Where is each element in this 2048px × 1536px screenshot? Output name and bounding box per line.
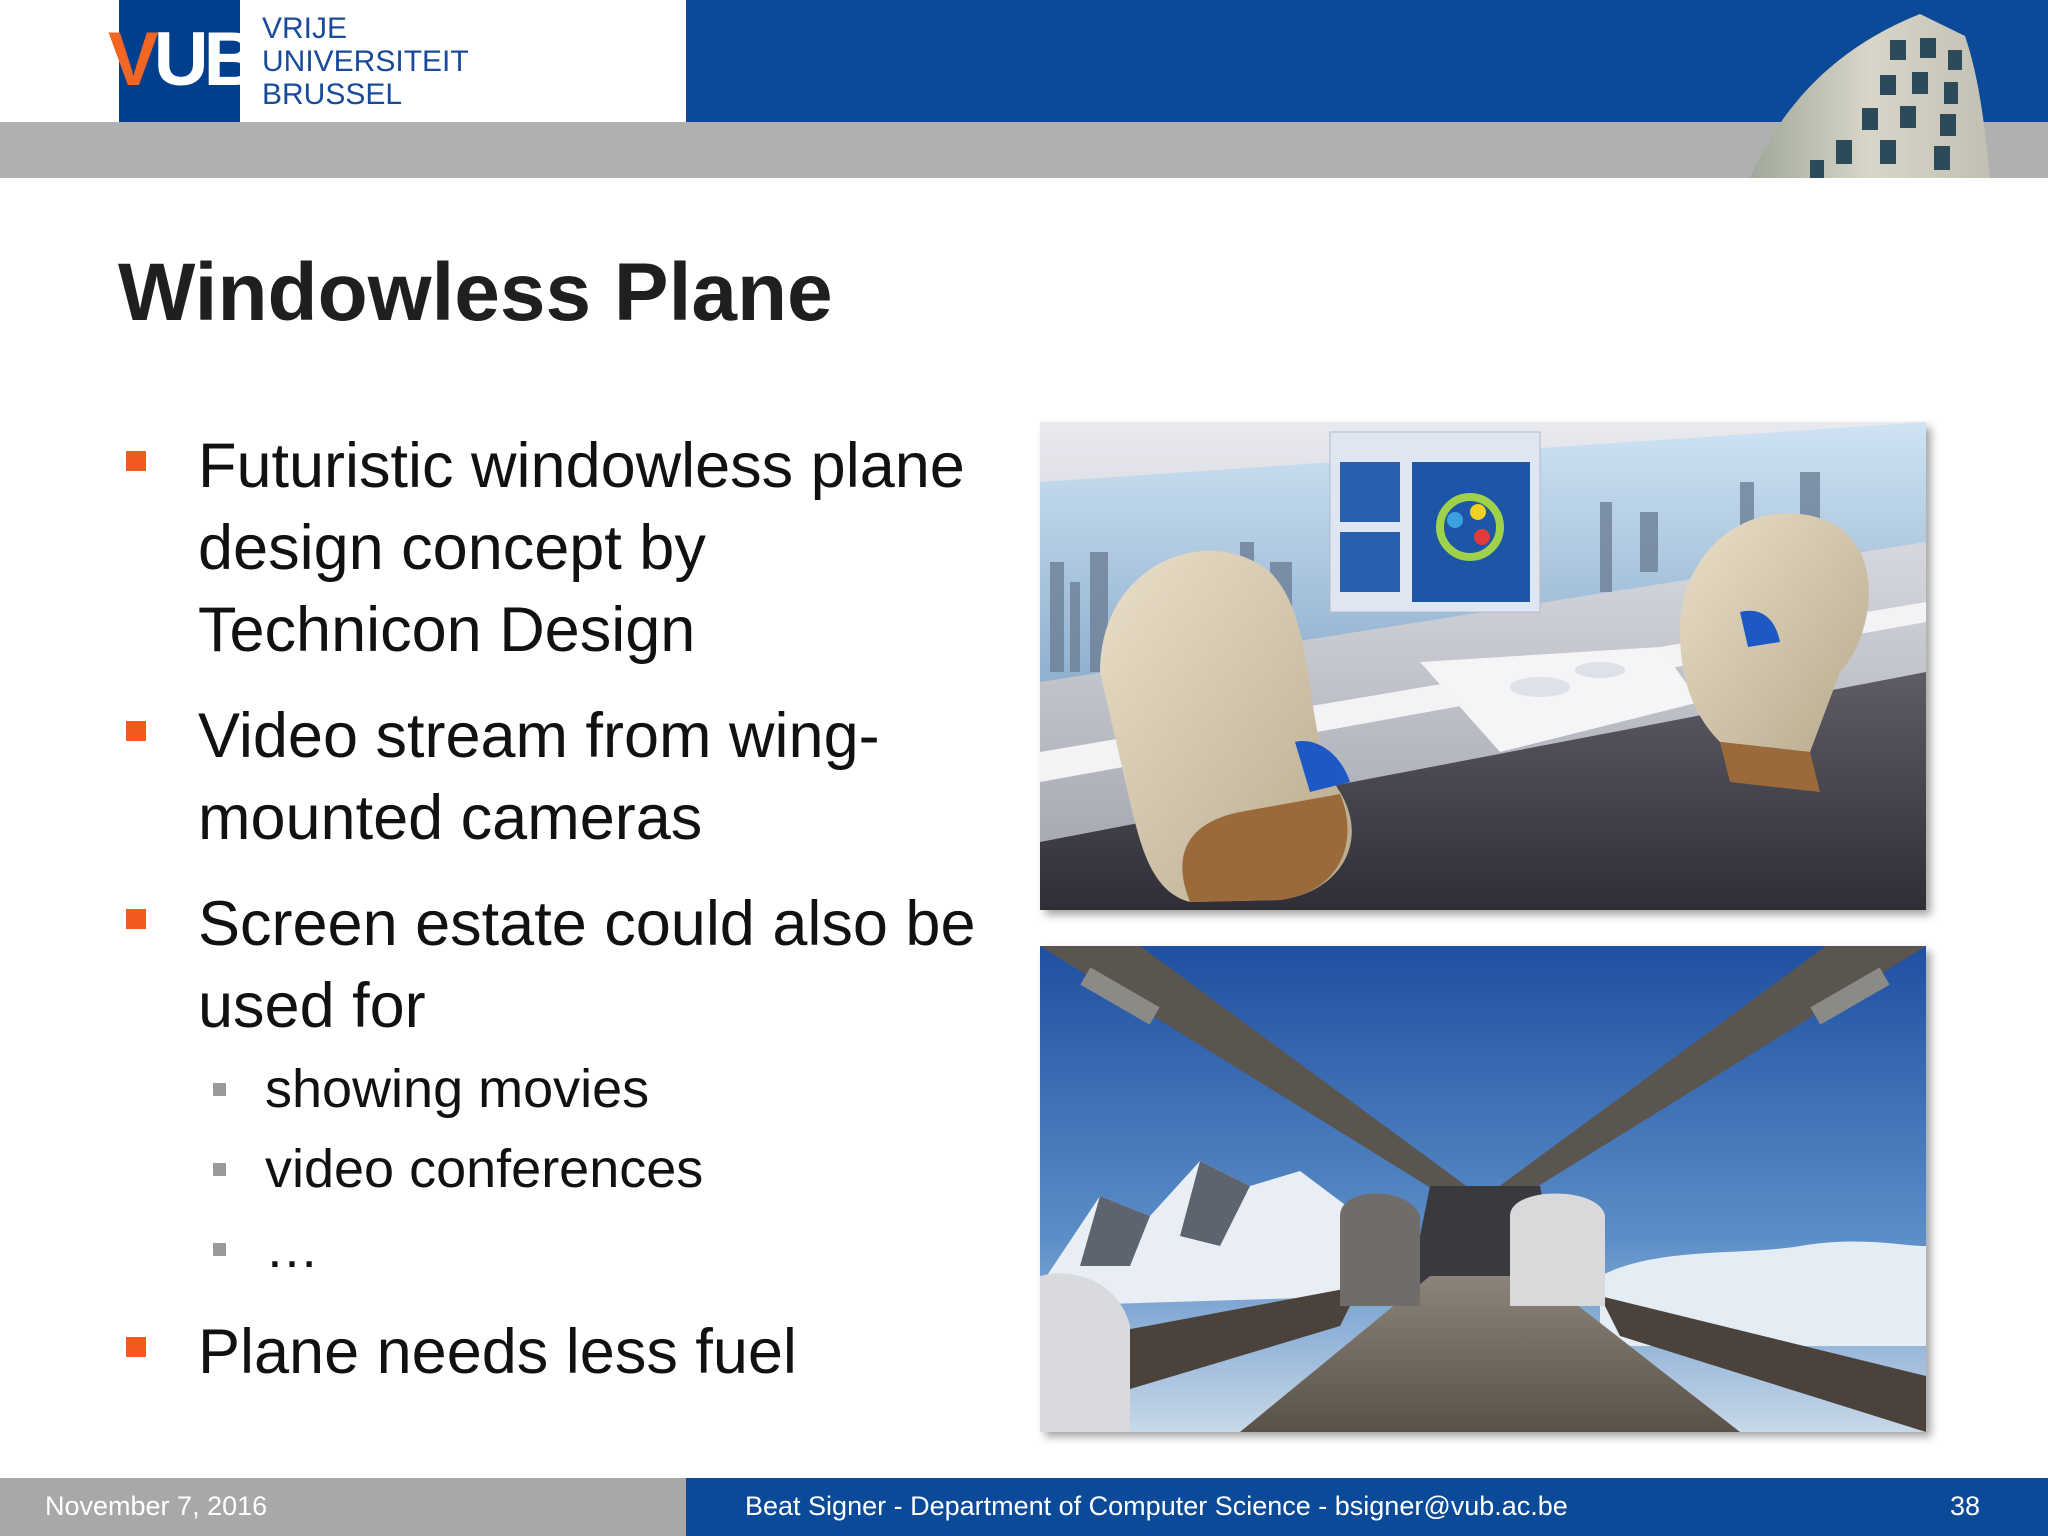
subbullet-list xyxy=(118,1057,998,1281)
cabin-interior-image xyxy=(1040,946,1926,1432)
cabin-lounge-image xyxy=(1040,422,1926,910)
vub-logo-mark: VUB xyxy=(108,17,254,102)
subbullet-item xyxy=(118,1057,998,1121)
bullet-item xyxy=(118,883,998,1047)
subbullet-item xyxy=(118,1217,998,1281)
gray-square-icon xyxy=(213,1243,226,1256)
subbullet-text: showing movies xyxy=(265,1059,650,1119)
subbullet-text: video conferences xyxy=(265,1139,704,1199)
university-name xyxy=(262,12,469,111)
gray-square-icon xyxy=(213,1163,226,1176)
orange-square-icon xyxy=(126,721,146,741)
bullet-text: Screen estate could also be used for xyxy=(198,889,976,1041)
bullet-item xyxy=(118,1311,998,1393)
bullet-item xyxy=(118,695,998,859)
gray-square-icon xyxy=(213,1083,226,1096)
bullet-item xyxy=(118,425,998,671)
slide-title: Windowless Plane xyxy=(118,247,833,338)
subbullet-text: … xyxy=(265,1219,319,1279)
subbullet-item xyxy=(118,1137,998,1201)
bullet-text: Plane needs less fuel xyxy=(198,1317,797,1387)
bullet-text: Video stream from wing-mounted cameras xyxy=(198,701,880,853)
logo-line-3: BRUSSEL xyxy=(262,78,403,111)
bullet-text: Futuristic windowless plane design concept by Technicon Design xyxy=(198,431,965,665)
orange-square-icon xyxy=(126,909,146,929)
footer-date: November 7, 2016 xyxy=(45,1491,268,1521)
orange-square-icon xyxy=(126,1337,146,1357)
logo-line-2: UNIVERSITEIT xyxy=(262,45,469,78)
footer-author: Beat Signer - Department of Computer Science - bsigner@vub.ac.be xyxy=(745,1491,1568,1521)
page-number: 38 xyxy=(1949,1491,1980,1521)
orange-square-icon xyxy=(126,451,146,471)
bullet-list xyxy=(118,425,998,1417)
building-photo xyxy=(1740,0,2000,178)
logo-line-1: VRIJE xyxy=(262,12,348,45)
